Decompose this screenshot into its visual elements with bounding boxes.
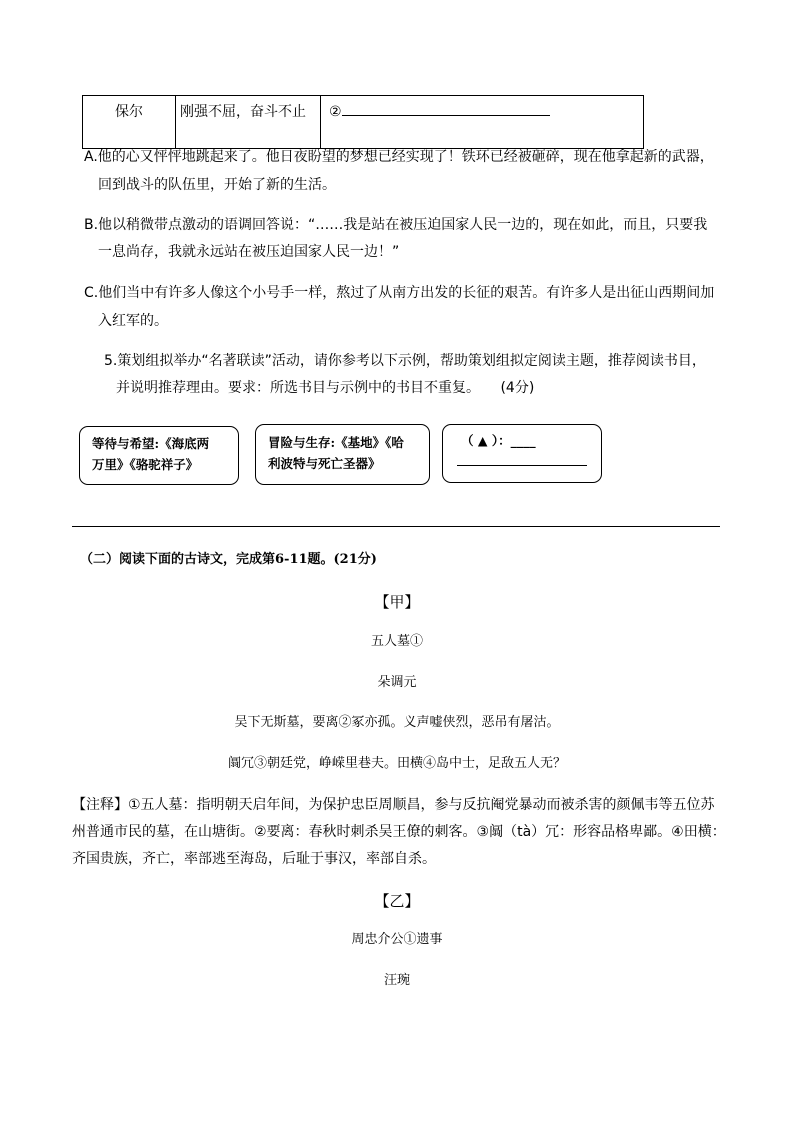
section-divider bbox=[72, 526, 720, 527]
example-box-1-line2: 万里》《骆驼祥子》 bbox=[92, 457, 199, 472]
example-box-1 bbox=[79, 426, 239, 485]
question-5-score: (4分) bbox=[500, 380, 535, 396]
example-box-1-line1: 等待与希望:《海底两 bbox=[92, 436, 210, 451]
section-2-heading: （二）阅读下面的古诗文，完成第6-11题。(21分) bbox=[80, 552, 377, 567]
option-a-line1: A.他的心又怦怦地跳起来了。他日夜盼望的梦想已经实现了！铁环已经被砸碎，现在他拿起新的武器， bbox=[84, 149, 714, 165]
example-box-2-line1: 冒险与生存:《基地》《哈 bbox=[268, 435, 404, 450]
answer-box-long-blank bbox=[457, 453, 587, 466]
poem-author: 朵调元 bbox=[377, 675, 417, 690]
option-b-line1: B.他以稍微带点激动的语调回答说：“……我是站在被压迫国家人民一边的，现在如此，而且，只要我 bbox=[84, 217, 708, 233]
answer-box bbox=[442, 424, 602, 483]
option-c-line2: 入红军的。 bbox=[98, 313, 168, 329]
answer-blank-line bbox=[342, 101, 550, 116]
passage-jia-label: 【甲】 bbox=[374, 593, 420, 611]
poem-line-1: 吴下无斯墓，要离②冢亦孤。义声嘘侠烈，恶吊有屠沽。 bbox=[234, 715, 560, 730]
annotation-line-3: 齐国贵族，齐亡，率部逃至海岛，后耻于事汉，率部自杀。 bbox=[72, 851, 436, 867]
option-b-line2: 一息尚存，我就永远站在被压迫国家人民一边！” bbox=[98, 244, 400, 260]
character-table bbox=[82, 95, 644, 149]
annotation-line-1: 【注释】①五人墓：指明朝天启年间，为保护忠臣周顺昌，参与反抗阉党暴动而被杀害的颜佩韦等五位苏 bbox=[72, 797, 715, 813]
question-5-line1: 5.策划组拟举办“名著联读”活动，请你参考以下示例，帮助策划组拟定阅读主题，推荐阅读书目， bbox=[104, 353, 706, 369]
example-box-2 bbox=[255, 424, 430, 485]
poem-title: 五人墓① bbox=[370, 634, 423, 649]
question-5-line2 bbox=[116, 378, 534, 398]
answer-box-theme-blank: （ ▲ ）： bbox=[461, 433, 511, 448]
question-5-text: 并说明推荐理由。要求：所选书目与示例中的书目不重复。 bbox=[116, 380, 480, 396]
example-box-2-line2: 利波特与死亡圣器》 bbox=[268, 456, 381, 471]
poem-line-2: 阘冗③朝廷党，峥嵘里巷夫。田横④岛中士，足敌五人无？ bbox=[227, 756, 566, 771]
option-c-line1: C.他们当中有许多人像这个小号手一样，熬过了从南方出发的长征的艰苦。有许多人是出征山西期间加 bbox=[84, 285, 715, 301]
answer-blank-cell bbox=[321, 96, 644, 149]
option-a-line2: 回到战斗的队伍里，开始了新的生活。 bbox=[98, 177, 336, 193]
table-row bbox=[83, 96, 644, 149]
character-name-cell: 保尔 bbox=[83, 96, 176, 149]
prose-author: 汪琬 bbox=[383, 973, 410, 988]
answer-box-short-blank: ____ bbox=[510, 433, 536, 448]
annotation-line-2: 州普通市民的墓，在山塘街。②要离：春秋时刺杀吴王僚的刺客。③阘（tà）冗：形容品格卑鄙。④田横： bbox=[72, 824, 726, 840]
passage-yi-label: 【乙】 bbox=[374, 892, 420, 910]
prose-title: 周忠介公①遗事 bbox=[351, 932, 443, 947]
character-trait-cell: 刚强不屈，奋斗不止 bbox=[176, 96, 321, 149]
blank-number: ② bbox=[329, 104, 342, 120]
answer-box-line1 bbox=[461, 430, 601, 451]
